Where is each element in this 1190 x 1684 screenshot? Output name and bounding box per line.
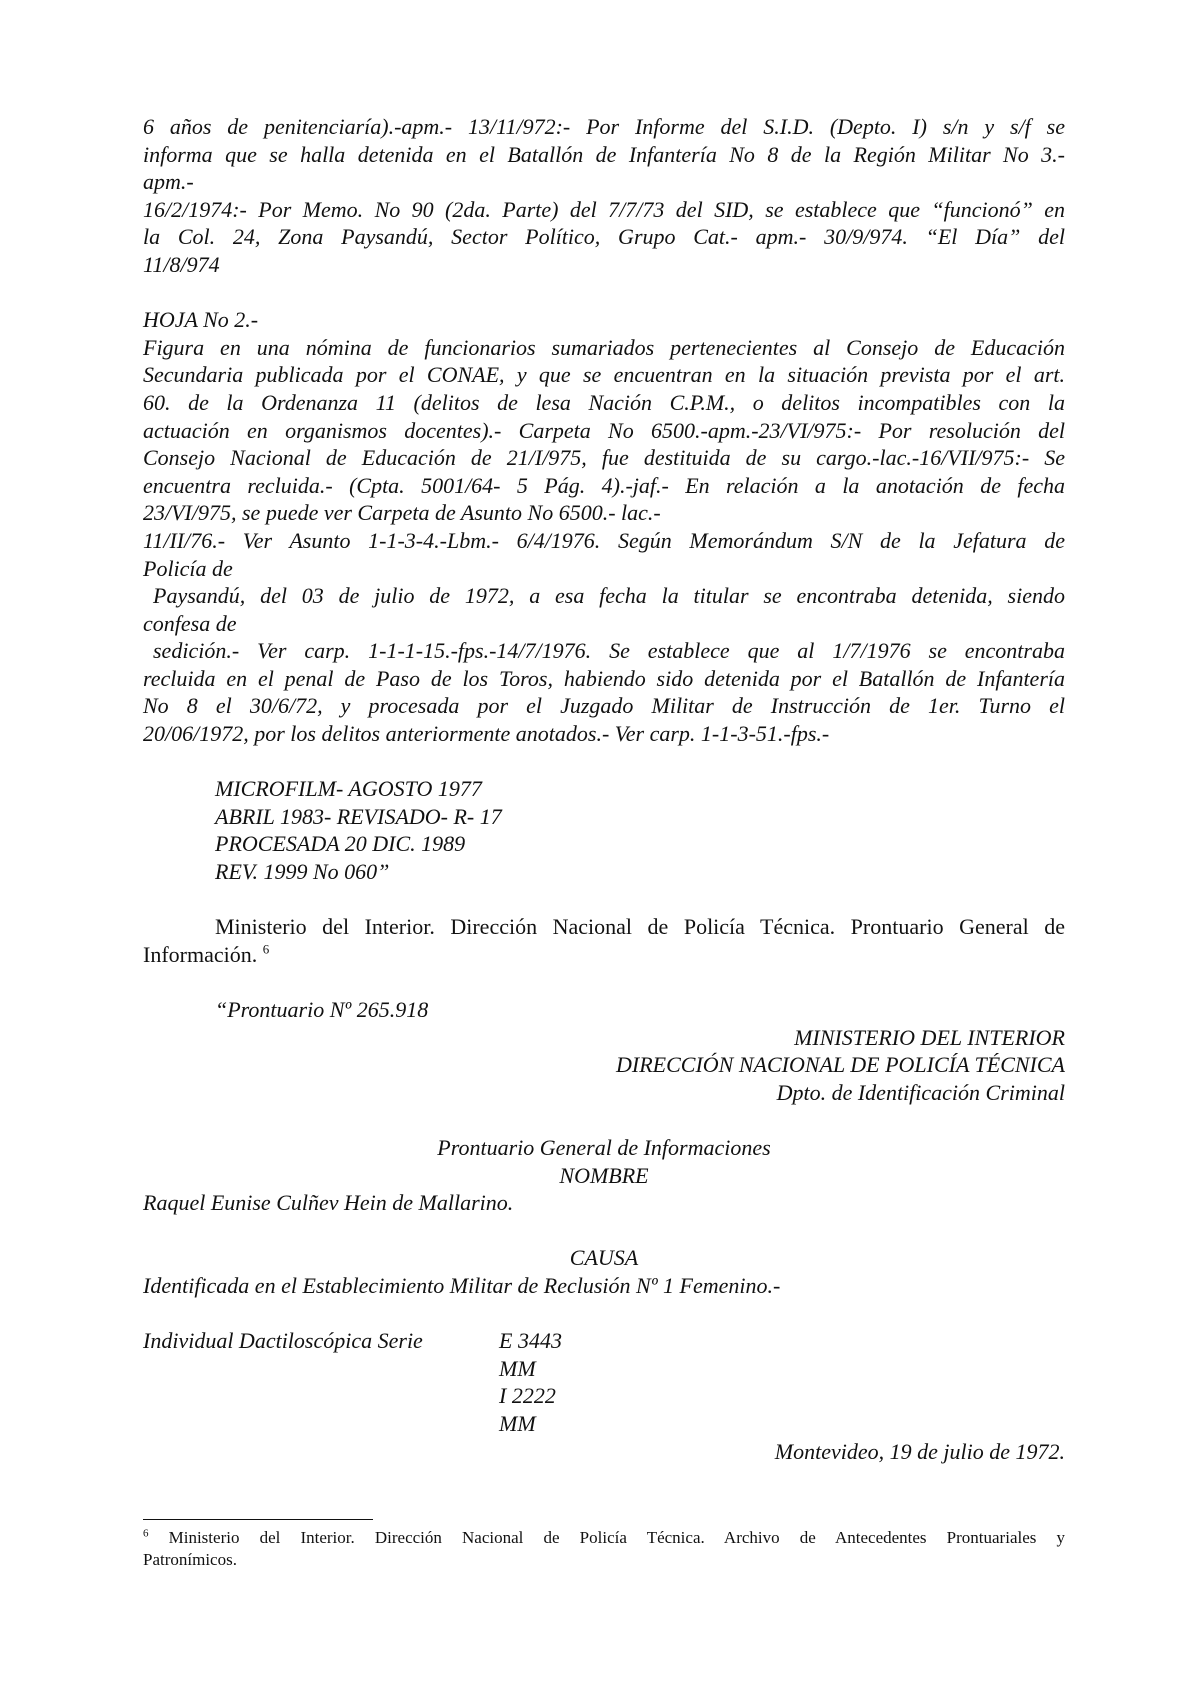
stamp-line: REV. 1999 No 060” (215, 859, 390, 885)
nombre-label: NOMBRE (559, 1162, 649, 1188)
text-line: Información. $^6$ (143, 941, 270, 967)
footnote-line: Patronímicos. (143, 1550, 237, 1569)
causa-value: Identificada en el Establecimiento Militar de Reclusión Nº 1 Femenino.- (143, 1272, 781, 1298)
stamp-line: PROCESADA 20 DIC. 1989 (215, 831, 466, 857)
text-line: actuación en organismos docentes).- Carpeta No 6500.-apm.-23/VI/975:- Por resolución del (143, 417, 1065, 443)
text-line: apm.- (143, 169, 194, 195)
dactilo-value: I 2222 (499, 1383, 556, 1409)
text-line: la Col. 24, Zona Paysandú, Sector Político, Grupo Cat.- apm.- 30/9/974. “El Día” del (143, 224, 1065, 250)
footnote-line: $^6$ Ministerio del Interior. Dirección Nacional de Policía Técnica. Archivo de Antecedentes Prontuariales y (143, 1527, 1065, 1547)
footnote-separator (143, 1519, 373, 1520)
dactiloscopic-block (143, 1327, 1065, 1437)
prontuario-title: Prontuario General de Informaciones (437, 1134, 771, 1160)
nombre-value: Raquel Eunise Culñev Hein de Mallarino. (143, 1190, 514, 1216)
causa-label: CAUSA (569, 1245, 639, 1271)
dactilo-value: E 3443 (499, 1328, 562, 1354)
text-line: 11/II/76.- Ver Asunto 1-1-3-4.-Lbm.- 6/4/1976. Según Memorándum S/N de la Jefatura de (143, 527, 1065, 553)
text-line: 23/VI/975, se puede ver Carpeta de Asunto No 6500.- lac.- (143, 500, 661, 526)
hoja-title: HOJA No 2.- (143, 307, 259, 333)
text-line: Policía de (143, 555, 233, 581)
text-line: recluida en el penal de Paso de los Toros, habiendo sido detenida por el Batallón de Infantería (143, 665, 1065, 691)
paragraph-asunto (143, 527, 1065, 748)
footnote (143, 1527, 1065, 1571)
dactilo-value: MM (499, 1410, 536, 1436)
text-line: Figura en una nómina de funcionarios sumariados pertenecientes al Consejo de Educación (143, 334, 1065, 360)
place-date: Montevideo, 19 de julio de 1972. (774, 1438, 1065, 1464)
header-line: DIRECCIÓN NACIONAL DE POLICÍA TÉCNICA (616, 1052, 1065, 1078)
document-body (143, 113, 1065, 1465)
paragraph-penitenciaria (143, 113, 1065, 196)
ministry-header (143, 1024, 1065, 1107)
text-line: Ministerio del Interior. Dirección Nacional de Policía Técnica. Prontuario General de (215, 914, 1065, 940)
stamp-line: MICROFILM- AGOSTO 1977 (215, 776, 482, 802)
paragraph-memo-sid (143, 196, 1065, 279)
header-line: MINISTERIO DEL INTERIOR (794, 1024, 1065, 1050)
text-line: 20/06/1972, por los delitos anteriormente anotados.- Ver carp. 1-1-3-51.-fps.- (143, 721, 830, 747)
microfilm-stamps (143, 775, 1065, 885)
prontuario-number: “Prontuario Nº 265.918 (215, 997, 429, 1022)
stamp-line: ABRIL 1983- REVISADO- R- 17 (215, 803, 502, 829)
dactilo-value: MM (499, 1355, 536, 1381)
text-line: Consejo Nacional de Educación de 21/I/975, fue destituida de su cargo.-lac.-16/VII/975:- Se (143, 445, 1065, 471)
text-line: 60. de la Ordenanza 11 (delitos de lesa Nación C.P.M., o delitos incompatibles con la (143, 389, 1065, 415)
text-line: Paysandú, del 03 de julio de 1972, a esa fecha la titular se encontraba detenida, siendo (153, 583, 1065, 609)
text-line: encuentra recluida.- (Cpta. 5001/64- 5 Pág. 4).-jaf.- En relación a la anotación de fecha (143, 472, 1065, 498)
text-line: 6 años de penitenciaría).-apm.- 13/11/972:- Por Informe del S.I.D. (Depto. I) s/n y s/f se (143, 114, 1065, 139)
footnote-ref: 6 (262, 941, 270, 957)
text-line: confesa de (143, 610, 237, 636)
text-line: sedición.- Ver carp. 1-1-1-15.-fps.-14/7/1976. Se establece que al 1/7/1976 se encontraba (153, 638, 1065, 664)
paragraph-conae (143, 334, 1065, 527)
header-line: Dpto. de Identificación Criminal (776, 1079, 1065, 1105)
text-line: Secundaria publicada por el CONAE, y que se encuentran en la situación prevista por el art. (143, 362, 1065, 388)
dactilo-label: Individual Dactiloscópica Serie (143, 1328, 423, 1354)
text-line: informa que se halla detenida en el Batallón de Infantería No 8 de la Región Militar No 3.- (143, 141, 1065, 167)
text-line: No 8 el 30/6/72, y procesada por el Juzgado Militar de Instrucción de 1er. Turno el (143, 693, 1065, 719)
footnote-number: 6 (143, 1527, 149, 1540)
text-line: 16/2/1974:- Por Memo. No 90 (2da. Parte) del 7/7/73 del SID, se establece que “funcionó” en (143, 196, 1065, 222)
source-citation (143, 913, 1065, 968)
text-line: 11/8/974 (143, 251, 220, 277)
